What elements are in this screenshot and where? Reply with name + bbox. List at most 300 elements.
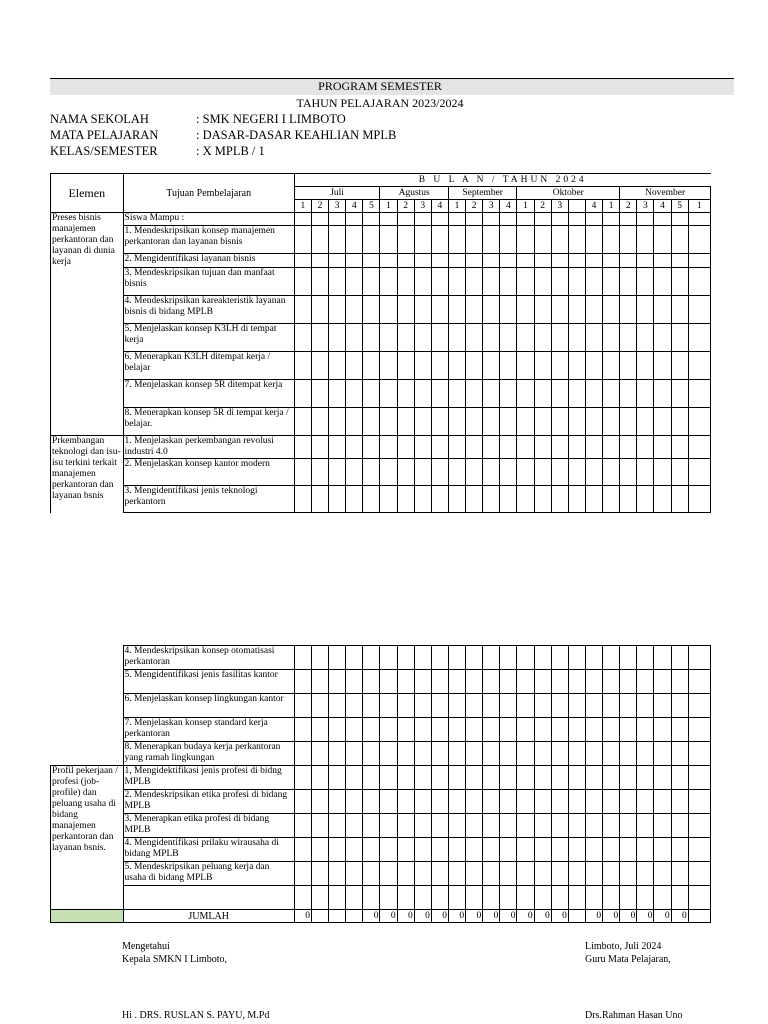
week-cell [311,486,328,513]
week-cell [380,296,397,324]
week-cell [551,459,568,486]
week-cell [363,459,380,486]
week-cell [311,226,328,254]
week-cell [380,886,397,910]
info-label-school: NAMA SEKOLAH [50,112,149,126]
week-cell [346,790,363,814]
week-cell [671,718,688,742]
week-cell [568,352,585,380]
week-cell [603,814,620,838]
week-cell [414,436,431,459]
week-number: 5 [671,200,688,213]
week-cell [329,694,346,718]
week-cell [414,268,431,296]
week-cell [551,296,568,324]
week-cell [414,838,431,862]
week-cell [363,296,380,324]
week-cell [517,886,534,910]
week-cell [363,766,380,790]
week-cell [637,670,654,694]
week-cell [603,886,620,910]
week-cell [568,268,585,296]
week-cell [568,436,585,459]
jumlah-value: 0 [414,910,431,923]
week-cell [517,459,534,486]
jumlah-value [329,910,346,923]
week-cell [311,814,328,838]
week-cell [517,436,534,459]
week-cell [620,226,637,254]
signature-left [122,940,227,966]
week-cell [397,718,414,742]
week-cell [637,862,654,886]
week-cell [688,814,710,838]
jumlah-value: 0 [500,910,517,923]
week-cell [397,486,414,513]
week-cell [603,742,620,766]
week-cell [603,380,620,408]
week-cell [671,486,688,513]
week-cell [346,886,363,910]
week-number: 3 [483,200,500,213]
week-cell [671,862,688,886]
week-cell [688,213,710,226]
week-cell [654,670,671,694]
week-cell [688,254,710,268]
week-cell [517,814,534,838]
tujuan-cell: 6. Menjelaskan konsep lingkungan kantor [123,694,294,718]
week-cell [585,380,602,408]
week-cell [380,718,397,742]
week-cell [654,352,671,380]
week-cell [620,814,637,838]
week-cell [363,670,380,694]
week-cell [688,862,710,886]
week-cell [363,254,380,268]
week-cell [620,766,637,790]
week-cell [671,838,688,862]
week-cell [637,380,654,408]
week-cell [620,254,637,268]
week-cell [568,380,585,408]
week-cell [363,213,380,226]
week-cell [654,296,671,324]
week-number: 1 [380,200,397,213]
week-cell [380,694,397,718]
week-cell [311,886,328,910]
week-cell [568,766,585,790]
week-cell [380,380,397,408]
week-cell [637,296,654,324]
week-cell [551,213,568,226]
week-cell [585,408,602,436]
week-cell [466,486,483,513]
week-cell [534,790,551,814]
week-cell [431,886,448,910]
week-cell [363,862,380,886]
week-cell [637,352,654,380]
info-label-class: KELAS/SEMESTER [50,144,158,158]
jumlah-value [688,910,710,923]
week-cell [688,742,710,766]
week-cell [517,718,534,742]
week-cell [620,670,637,694]
week-cell [500,254,517,268]
jumlah-value [346,910,363,923]
week-cell [500,459,517,486]
week-cell [397,268,414,296]
tujuan-cell: 4. Mendeskripsikan kareakteristik layanan bisnis di bidang MPLB [123,296,294,324]
week-cell [620,790,637,814]
week-cell [329,862,346,886]
week-cell [483,380,500,408]
week-cell [671,268,688,296]
week-cell [294,886,311,910]
week-cell [294,486,311,513]
week-cell [620,436,637,459]
signature-left-line1: Mengetahui [122,941,170,952]
week-cell [483,742,500,766]
week-cell [466,324,483,352]
week-cell [671,886,688,910]
week-cell [380,814,397,838]
week-cell [397,862,414,886]
week-cell [534,324,551,352]
week-cell [551,790,568,814]
week-cell [414,213,431,226]
week-cell [397,742,414,766]
week-cell [346,380,363,408]
week-cell [688,886,710,910]
week-cell [483,268,500,296]
week-cell [517,254,534,268]
week-cell [671,254,688,268]
tujuan-cell: 2. Mengidentifikasi layanan bisnis [123,254,294,268]
week-cell [448,268,465,296]
week-cell [380,742,397,766]
week-cell [414,790,431,814]
week-cell [483,886,500,910]
week-cell [568,886,585,910]
signature-right-line1: Limboto, Juli 2024 [585,941,662,952]
week-cell [397,324,414,352]
jumlah-value: 0 [380,910,397,923]
week-cell [671,670,688,694]
week-cell [448,886,465,910]
week-cell [671,226,688,254]
week-cell [603,352,620,380]
signature-left-line2: Kepala SMKN I Limboto, [122,954,227,965]
week-cell [483,790,500,814]
week-cell [500,380,517,408]
week-cell [329,213,346,226]
week-cell [551,814,568,838]
info-value-subject: : DASAR-DASAR KEAHLIAN MPLB [196,128,397,142]
week-cell [448,226,465,254]
jumlah-value: 0 [534,910,551,923]
tujuan-cell: 5. Menjelaskan konsep K3LH di tempat kerja [123,324,294,352]
week-cell [688,670,710,694]
week-cell [329,718,346,742]
week-cell [380,408,397,436]
week-cell [483,436,500,459]
week-cell [654,408,671,436]
week-cell [346,766,363,790]
week-cell [534,886,551,910]
week-cell [346,213,363,226]
week-cell [671,766,688,790]
signature-right [585,940,671,966]
tujuan-cell: 8. Menerapkan budaya kerja perkantoran yang ramah lingkungan [123,742,294,766]
week-cell [448,459,465,486]
week-cell [448,742,465,766]
week-cell [568,862,585,886]
week-cell [534,646,551,670]
week-cell [534,436,551,459]
week-cell [620,296,637,324]
week-cell [517,324,534,352]
week-cell [654,766,671,790]
week-cell [311,268,328,296]
week-cell [637,408,654,436]
week-cell [671,436,688,459]
week-cell [329,436,346,459]
week-cell [517,646,534,670]
week-cell [329,324,346,352]
week-cell [311,408,328,436]
week-cell [688,296,710,324]
week-cell [585,459,602,486]
week-cell [688,766,710,790]
week-number: 5 [363,200,380,213]
week-cell [620,862,637,886]
week-cell [654,486,671,513]
week-cell [688,436,710,459]
week-cell [637,694,654,718]
week-cell [620,646,637,670]
week-cell [448,352,465,380]
tujuan-cell: 3. Mendeskripsikan tujuan dan manfaat bisnis [123,268,294,296]
week-cell [603,486,620,513]
week-cell [397,380,414,408]
week-cell [637,459,654,486]
week-number: 4 [654,200,671,213]
week-cell [585,742,602,766]
week-cell [311,718,328,742]
week-cell [654,380,671,408]
week-cell [294,646,311,670]
week-cell [483,486,500,513]
week-cell [397,296,414,324]
week-cell [688,694,710,718]
week-cell [294,268,311,296]
week-cell [329,268,346,296]
week-cell [654,742,671,766]
week-cell [620,886,637,910]
week-cell [414,459,431,486]
week-cell [346,670,363,694]
week-cell [466,646,483,670]
week-cell [603,324,620,352]
week-cell [380,486,397,513]
week-cell [500,838,517,862]
week-cell [363,886,380,910]
week-cell [620,268,637,296]
tujuan-cell: 3. Mengidentifikasi jenis teknologi perkantorn [123,486,294,513]
week-cell [637,213,654,226]
week-cell [654,268,671,296]
week-cell [329,459,346,486]
week-cell [500,324,517,352]
week-cell [551,742,568,766]
week-cell [483,459,500,486]
month-juli: Juli [294,187,380,200]
week-cell [500,670,517,694]
tujuan-cell: 5. Mengidentifikasi jenis fasilitas kantor [123,670,294,694]
week-cell [568,790,585,814]
week-cell [466,766,483,790]
week-cell [568,408,585,436]
week-cell [517,486,534,513]
week-cell [431,380,448,408]
week-cell [500,718,517,742]
week-cell [637,324,654,352]
week-cell [500,742,517,766]
week-cell [329,254,346,268]
week-cell [380,646,397,670]
week-cell [603,213,620,226]
week-cell [551,408,568,436]
week-cell [431,814,448,838]
week-cell [568,486,585,513]
week-cell [448,486,465,513]
week-cell [414,862,431,886]
tujuan-cell: 5. Mendeskripsikan peluang kerja dan usaha di bidang MPLB [123,862,294,886]
week-cell [431,670,448,694]
week-cell [585,268,602,296]
week-cell [363,324,380,352]
week-cell [466,254,483,268]
week-cell [397,790,414,814]
week-cell [397,838,414,862]
week-cell [568,459,585,486]
info-value-school: : SMK NEGERI I LIMBOTO [196,112,346,126]
week-cell [517,352,534,380]
week-cell [363,436,380,459]
week-cell [603,226,620,254]
week-cell [414,646,431,670]
week-cell [414,694,431,718]
week-cell [329,814,346,838]
signature-right-line2: Guru Mata Pelajaran, [585,954,671,965]
week-cell [517,742,534,766]
week-cell [294,766,311,790]
week-cell [603,790,620,814]
week-cell [329,296,346,324]
week-cell [654,324,671,352]
week-cell [311,296,328,324]
week-cell [585,862,602,886]
jumlah-value: 0 [637,910,654,923]
week-number: 2 [620,200,637,213]
week-cell [688,268,710,296]
week-cell [380,268,397,296]
week-cell [500,766,517,790]
week-cell [620,718,637,742]
week-cell [603,254,620,268]
week-cell [346,459,363,486]
tujuan-cell-empty [123,886,294,910]
week-cell [329,486,346,513]
week-cell [500,213,517,226]
week-cell [483,718,500,742]
week-cell [483,862,500,886]
week-cell [346,718,363,742]
week-cell [294,213,311,226]
week-cell [568,742,585,766]
week-cell [431,718,448,742]
week-cell [431,296,448,324]
week-cell [568,670,585,694]
page-subtitle: TAHUN PELAJARAN 2023/2024 [296,96,464,110]
week-cell [483,670,500,694]
week-cell [329,766,346,790]
week-cell [397,766,414,790]
month-oktober: Oktober [517,187,620,200]
week-cell [448,814,465,838]
week-cell [500,486,517,513]
tujuan-cell: 8. Menerapkan konsep 5R di tempat kerja / belajar. [123,408,294,436]
week-cell [517,268,534,296]
week-cell [551,226,568,254]
week-cell [363,352,380,380]
week-cell [551,268,568,296]
week-cell [329,226,346,254]
week-cell [329,646,346,670]
week-cell [654,646,671,670]
week-cell [431,436,448,459]
week-cell [466,380,483,408]
week-cell [534,268,551,296]
tujuan-cell: 6. Menerapkan K3LH ditempat kerja / belajar [123,352,294,380]
week-cell [603,296,620,324]
week-cell [517,226,534,254]
week-cell [431,694,448,718]
week-cell [311,838,328,862]
week-cell [431,408,448,436]
week-cell [671,352,688,380]
jumlah-value: 0 [551,910,568,923]
week-cell [346,436,363,459]
header-bulan-tahun: B U L A N / TAHUN 2024 [294,174,710,187]
week-cell [620,694,637,718]
siswa-mampu-label: Siswa Mampu : [123,213,294,226]
signature-left-name: Hi . DRS. RUSLAN S. PAYU, M.Pd [122,1010,270,1021]
week-cell [363,790,380,814]
week-cell [363,646,380,670]
week-cell [414,742,431,766]
week-cell [568,814,585,838]
week-cell [500,814,517,838]
week-cell [671,380,688,408]
week-number: 2 [466,200,483,213]
week-cell [431,790,448,814]
week-cell [603,268,620,296]
week-cell [294,459,311,486]
week-cell [637,646,654,670]
tujuan-cell: 7. Menjelaskan konsep 5R ditempat kerja [123,380,294,408]
week-cell [654,814,671,838]
